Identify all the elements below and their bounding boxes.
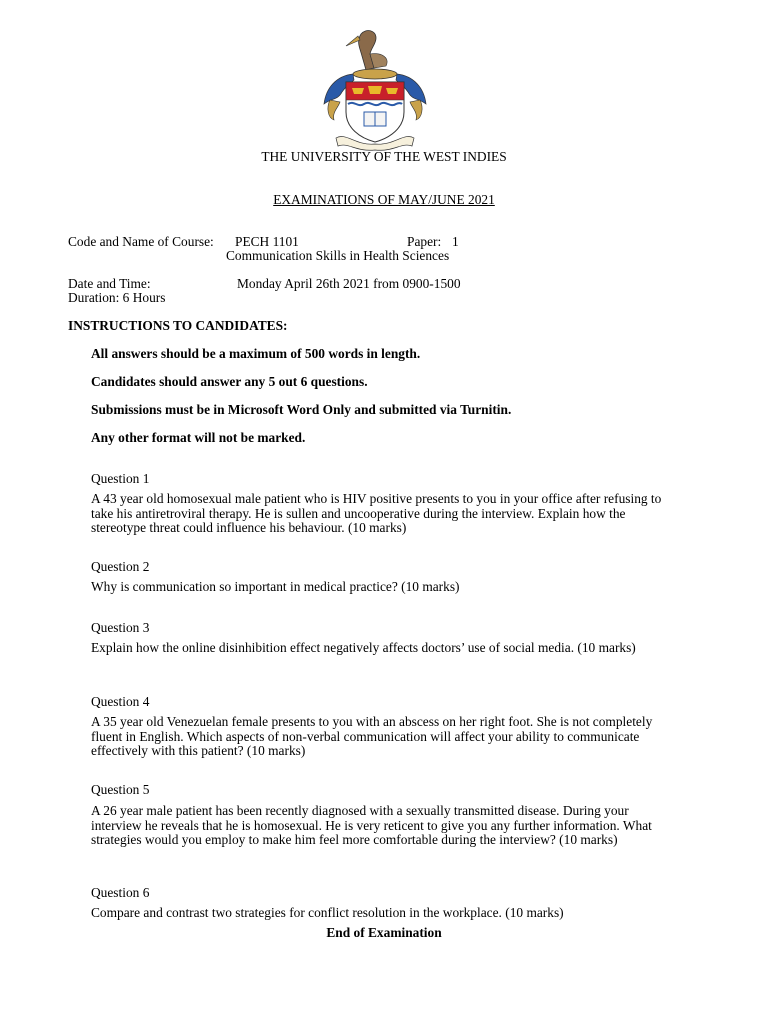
question-label: Question 5 bbox=[91, 782, 150, 797]
instruction-item: Any other format will not be marked. bbox=[91, 430, 306, 445]
question-text: A 35 year old Venezuelan female presents to you with an abscess on her right foot. She is not completely fluent in English. Which aspects of non-verbal communication will affect your ability to communicate effectively with this patient? (10 marks) bbox=[91, 714, 653, 758]
exam-title-text: EXAMINATIONS OF MAY/JUNE 2021 bbox=[273, 192, 495, 207]
question-text: Explain how the online disinhibition effect negatively affects doctors’ use of social media. (10 marks) bbox=[91, 640, 636, 655]
question-label: Question 6 bbox=[91, 885, 150, 900]
question-label: Question 1 bbox=[91, 471, 150, 486]
exam-title bbox=[0, 193, 768, 208]
question-text: Compare and contrast two strategies for conflict resolution in the workplace. (10 marks) bbox=[91, 905, 564, 920]
university-crest bbox=[316, 28, 434, 152]
course-code: PECH 1101 bbox=[235, 234, 299, 249]
paper-number: 1 bbox=[452, 234, 459, 249]
paper-label: Paper: bbox=[407, 234, 442, 249]
question-label: Question 3 bbox=[91, 620, 150, 635]
date-label: Date and Time: bbox=[68, 276, 151, 291]
instruction-item: Submissions must be in Microsoft Word Only and submitted via Turnitin. bbox=[91, 402, 512, 417]
instruction-item: Candidates should answer any 5 out 6 questions. bbox=[91, 374, 368, 389]
question-text: A 43 year old homosexual male patient who is HIV positive presents to you in your office after refusing to take his antiretroviral therapy. He is sullen and uncooperative during the interview. Explain how the stereotype threat could influence his behaviour. (10 marks) bbox=[91, 491, 662, 535]
question-text: A 26 year male patient has been recently diagnosed with a sexually transmitted disease. During your interview he reveals that he is homosexual. He is very reticent to give you any further information. What strategies would you employ to make him feel more comfortable during the interview? (10 marks) bbox=[91, 803, 652, 847]
question-label: Question 4 bbox=[91, 694, 150, 709]
course-code-label: Code and Name of Course: bbox=[68, 234, 214, 249]
university-name: THE UNIVERSITY OF THE WEST INDIES bbox=[261, 149, 507, 164]
duration: Duration: 6 Hours bbox=[68, 290, 166, 305]
question-label: Question 2 bbox=[91, 559, 150, 574]
instruction-item: All answers should be a maximum of 500 words in length. bbox=[91, 346, 421, 361]
pelican-icon bbox=[346, 31, 387, 70]
course-name: Communication Skills in Health Sciences bbox=[226, 248, 450, 263]
instructions-heading: INSTRUCTIONS TO CANDIDATES: bbox=[68, 318, 288, 333]
date-value: Monday April 26th 2021 from 0900-1500 bbox=[237, 276, 461, 291]
question-text: Why is communication so important in medical practice? (10 marks) bbox=[91, 579, 460, 594]
end-of-examination: End of Examination bbox=[326, 925, 442, 940]
